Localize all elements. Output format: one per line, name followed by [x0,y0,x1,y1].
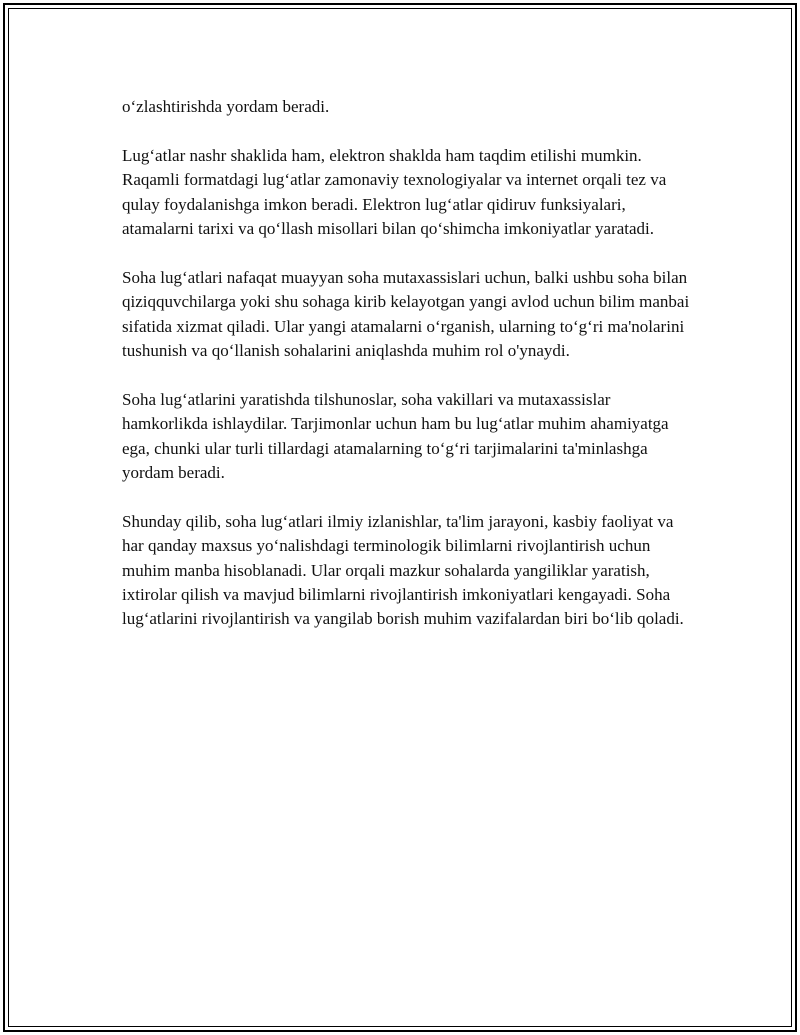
paragraph-4: Soha lug‘atlarini yaratishda tilshunoslar, soha vakillari va mutaxassislar hamkorlikda ishlaydilar. Tarjimonlar uchun ham bu lug‘atlar muhim ahamiyatga ega, chunki ular turli tillardagi atamalarning to‘g‘ri tarjimalarini ta'minlashga yordam beradi. [122,389,669,483]
page-border [3,3,797,1032]
document-body [122,95,697,656]
paragraph-1: o‘zlashtirishda yordam beradi. [122,97,330,116]
paragraph-3: Soha lug‘atlari nafaqat muayyan soha mutaxassislari uchun, balki ushbu soha bilan qiziqquvchilarga yoki shu sohaga kirib kelayotgan yangi avlod uchun bilim manbai sifatida xizmat qiladi. Ular yangi atamalarni o‘rganish, ularning to‘g‘ri ma'nolarini tushunish va qo‘llanish sohalarini aniqlashda muhim rol o'ynaydi. [122,267,690,361]
paragraph-5: Shunday qilib, soha lug‘atlari ilmiy izlanishlar, ta'lim jarayoni, kasbiy faoliyat va har qanday maxsus yo‘nalishdagi terminologik bilimlarni rivojlantirish uchun muhim manba hisoblanadi. Ular orqali mazkur sohalarda yangiliklar yaratish, ixtirolar qilish va mavjud bilimlarni rivojlantirish imkoniyatlari kengayadi. Soha lug‘atlarini rivojlantirish va yangilab borish muhim vazifalardan biri bo‘lib qoladi. [122,511,684,629]
paragraph-2: Lug‘atlar nashr shaklida ham, elektron shaklda ham taqdim etilishi mumkin. Raqamli formatdagi lug‘atlar zamonaviy texnologiyalar va internet orqali tez va qulay foydalanishga imkon beradi. Elektron lug‘atlar qidiruv funksiyalari, atamalarni tarixi va qo‘llash misollari bilan qo‘shimcha imkoniyatlar yaratadi. [122,145,667,239]
